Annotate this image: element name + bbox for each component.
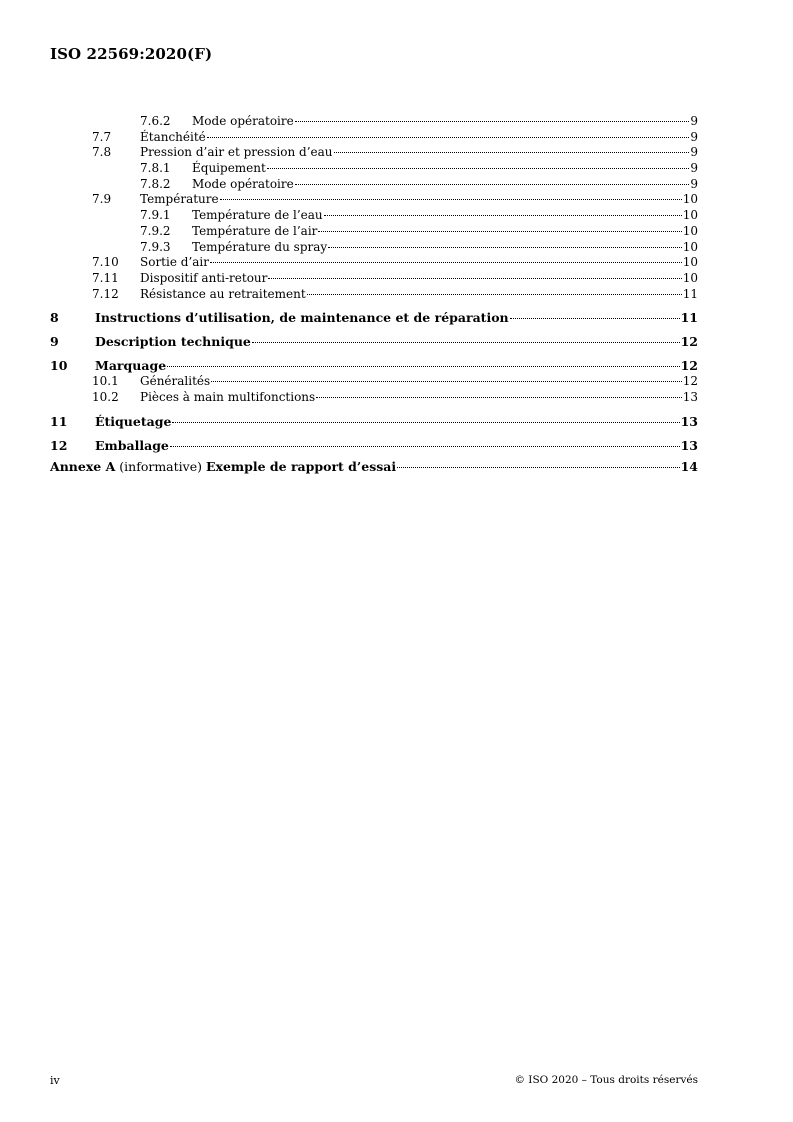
toc-entry-10[interactable] (50, 358, 698, 374)
toc-page: 9 (690, 161, 698, 176)
toc-page: 12 (680, 334, 698, 350)
toc-page: 10 (682, 223, 698, 238)
dot-leader (170, 446, 680, 447)
dot-leader (334, 152, 690, 153)
toc-number: 7.8.1 (140, 161, 171, 176)
toc-number: 7.9 (92, 192, 112, 207)
toc-page: 13 (680, 413, 698, 429)
toc-title: Résistance au retraitement (140, 286, 306, 301)
dot-leader (211, 381, 682, 382)
toc-number: 9 (50, 334, 59, 350)
toc-title: Instructions d’utilisation, de maintenance et de réparation (95, 310, 509, 326)
toc-page: 11 (680, 310, 698, 326)
dot-leader (268, 278, 681, 279)
toc-title: Étanchéité (140, 129, 206, 144)
toc-title (50, 459, 396, 475)
toc-number: 7.6.2 (140, 114, 171, 128)
dot-leader (220, 199, 682, 200)
toc-entry-7-9[interactable] (50, 192, 698, 208)
dot-leader (316, 397, 682, 398)
toc-page: 10 (682, 192, 698, 207)
toc-page: 9 (690, 176, 698, 191)
toc-number: 10.1 (92, 374, 119, 389)
toc-title: Dispositif anti-retour (140, 270, 268, 285)
dot-leader (510, 318, 680, 319)
toc-number: 7.9.3 (140, 239, 171, 254)
toc-entry-annex-a[interactable] (50, 459, 698, 475)
toc-number: 12 (50, 437, 68, 453)
dot-leader (210, 262, 682, 263)
toc-number: 8 (50, 310, 59, 326)
toc-page: 10 (682, 255, 698, 270)
dot-leader (252, 342, 680, 343)
toc-number: 7.8.2 (140, 176, 171, 191)
toc-entry-8[interactable] (50, 310, 698, 326)
toc-number: 7.9.2 (140, 223, 171, 238)
toc-title: Pression d’air et pression d’eau (140, 145, 333, 160)
dot-leader (267, 168, 690, 169)
dot-leader (397, 467, 679, 468)
annex-type: (informative) (115, 458, 206, 474)
toc-title: Emballage (95, 437, 169, 453)
toc-entry-7-6-2[interactable] (50, 114, 698, 130)
dot-leader (207, 137, 690, 138)
toc-page: 12 (680, 358, 698, 374)
annex-title: Exemple de rapport d’essai (205, 458, 397, 474)
toc-number: 7.8 (92, 145, 112, 160)
toc-page: 13 (682, 389, 698, 404)
toc-entry-9[interactable] (50, 334, 698, 350)
document-header: ISO 22569:2020(F) (50, 45, 213, 63)
toc-entry-7-8[interactable] (50, 145, 698, 161)
toc-entry-7-7[interactable] (50, 130, 698, 146)
toc-title: Mode opératoire (192, 114, 294, 128)
toc-page: 9 (690, 129, 698, 144)
dot-leader (318, 231, 681, 232)
page-number: iv (50, 1074, 60, 1087)
toc-page: 12 (682, 374, 698, 389)
toc-number: 7.7 (92, 129, 112, 144)
toc-title: Étiquetage (95, 413, 172, 429)
toc-title: Mode opératoire (192, 176, 294, 191)
dot-leader (295, 184, 690, 185)
toc-page: 14 (680, 458, 698, 474)
toc-entry-7-9-2[interactable] (50, 224, 698, 240)
toc-page: 10 (682, 208, 698, 223)
dot-leader (328, 247, 682, 248)
toc-entry-11[interactable] (50, 414, 698, 430)
toc-title: Sortie d’air (140, 255, 209, 270)
toc-page: 9 (690, 145, 698, 160)
toc-number: 10 (50, 358, 68, 374)
copyright-notice: © ISO 2020 – Tous droits réservés (514, 1074, 698, 1086)
dot-leader (307, 294, 682, 295)
toc-title: Marquage (95, 358, 167, 374)
toc-title: Pièces à main multifonctions (140, 389, 316, 404)
toc-entry-10-2[interactable] (50, 390, 698, 406)
toc-entry-7-9-1[interactable] (50, 208, 698, 224)
dot-leader (324, 215, 682, 216)
toc-title: Température de l’air (192, 223, 318, 238)
toc-number: 7.9.1 (140, 208, 171, 223)
toc-page: 10 (682, 270, 698, 285)
toc-entry-7-10[interactable] (50, 255, 698, 271)
toc-entry-7-9-3[interactable] (50, 240, 698, 256)
toc-number: 11 (50, 413, 68, 429)
toc-title: Généralités (140, 374, 211, 389)
toc-page: 13 (680, 437, 698, 453)
toc-entry-7-8-1[interactable] (50, 161, 698, 177)
toc-number: 10.2 (92, 389, 119, 404)
annex-label: Annexe A (50, 458, 116, 474)
table-of-contents (50, 114, 698, 475)
dot-leader (172, 422, 679, 423)
toc-title: Température de l’eau (192, 208, 323, 223)
toc-title: Équipement (192, 161, 266, 176)
toc-entry-7-8-2[interactable] (50, 177, 698, 193)
toc-entry-12[interactable] (50, 438, 698, 454)
toc-page: 11 (682, 286, 698, 301)
toc-title: Température (140, 192, 219, 207)
toc-number: 7.10 (92, 255, 119, 270)
toc-page: 10 (682, 239, 698, 254)
toc-entry-7-11[interactable] (50, 271, 698, 287)
toc-entry-10-1[interactable] (50, 374, 698, 390)
dot-leader (167, 366, 679, 367)
toc-title: Description technique (95, 334, 251, 350)
toc-page: 9 (690, 114, 698, 128)
toc-entry-7-12[interactable] (50, 287, 698, 303)
dot-leader (295, 121, 690, 122)
toc-number: 7.11 (92, 270, 119, 285)
toc-number: 7.12 (92, 286, 119, 301)
toc-title: Température du spray (192, 239, 328, 254)
